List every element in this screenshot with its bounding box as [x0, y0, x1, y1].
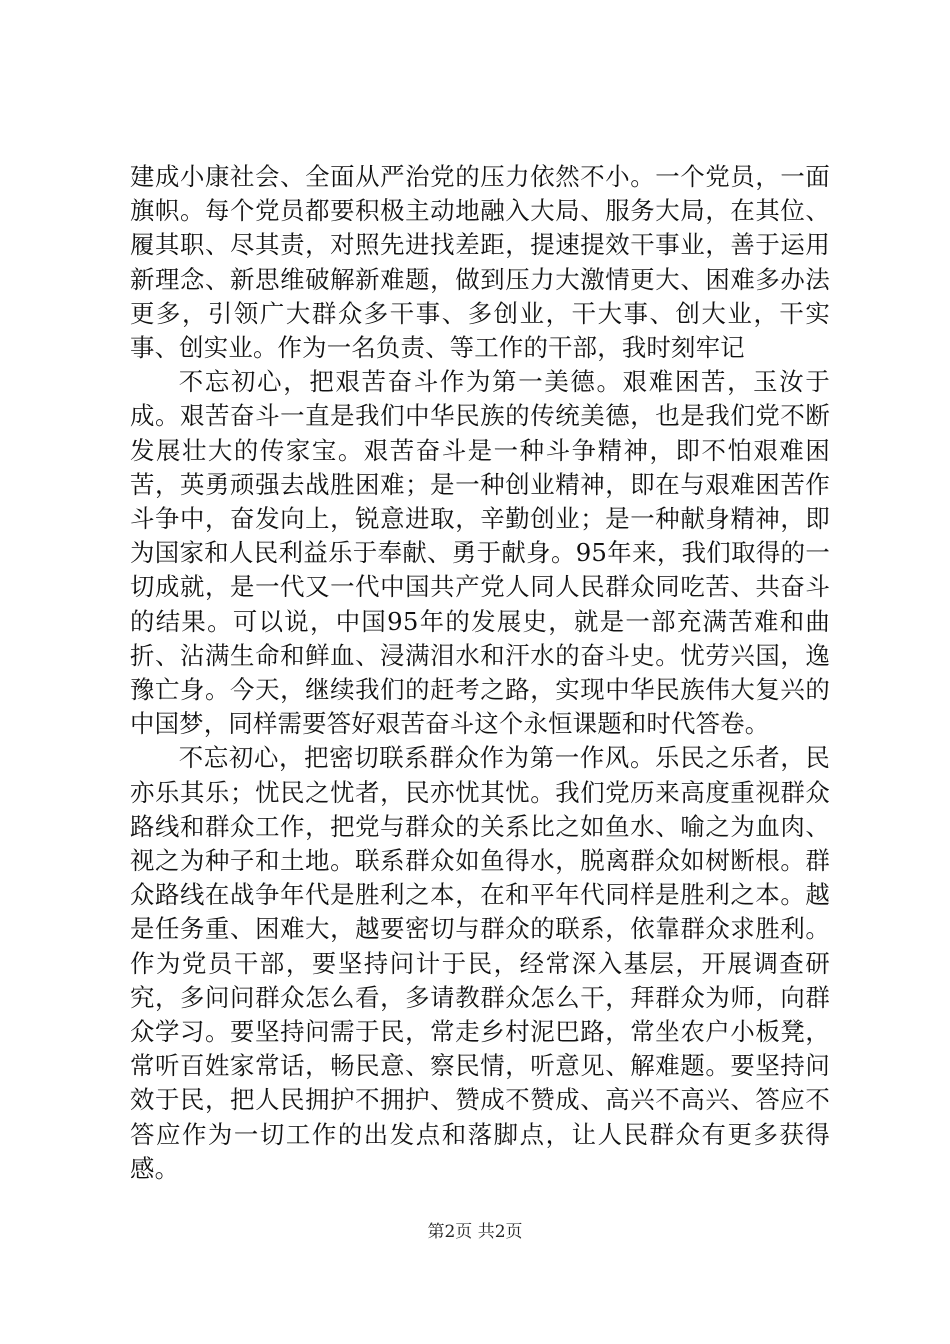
document-body — [130, 160, 830, 1186]
page-number-footer: 第2页 共2页 — [427, 1222, 523, 1242]
paragraph-3: 不忘初心，把密切联系群众作为第一作风。乐民之乐者，民亦乐其乐；忧民之忧者，民亦忧其忧。我们党历来高度重视群众路线和群众工作，把党与群众的关系比之如鱼水、喻之为血肉、视之为种子和土地。联系群众如鱼得水，脱离群众如树断根。群众路线在战争年代是胜利之本，在和平年代同样是胜利之本。越是任务重、困难大，越要密切与群众的联系，依靠群众求胜利。作为党员干部，要坚持问计于民，经常深入基层，开展调查研究，多问问群众怎么看，多请教群众怎么干，拜群众为师，向群众学习。要坚持问需于民，常走乡村泥巴路，常坐农户小板凳，常听百姓家常话，畅民意、察民情，听意见、解难题。要坚持问效于民，把人民拥护不拥护、赞成不赞成、高兴不高兴、答应不答应作为一切工作的出发点和落脚点，让人民群众有更多获得感。 — [130, 743, 830, 1183]
paragraph-2: 不忘初心，把艰苦奋斗作为第一美德。艰难困苦，玉汝于成。艰苦奋斗一直是我们中华民族的传统美德，也是我们党不断发展壮大的传家宝。艰苦奋斗是一种斗争精神，即不怕艰难困苦，英勇顽强去战胜困难；是一种创业精神，即在与艰难困苦作斗争中，奋发向上，锐意进取，辛勤创业；是一种献身精神，即为国家和人民利益乐于奉献、勇于献身。95年来，我们取得的一切成就，是一代又一代中国共产党人同人民群众同吃苦、共奋斗的结果。可以说，中国95年的发展史，就是一部充满苦难和曲折、沾满生命和鲜血、浸满泪水和汗水的奋斗史。忧劳兴国，逸豫亡身。今天，继续我们的赶考之路，实现中华民族伟大复兴的中国梦，同样需要答好艰苦奋斗这个永恒课题和时代答卷。 — [130, 367, 830, 739]
paragraph-1: 建成小康社会、全面从严治党的压力依然不小。一个党员，一面旗帜。每个党员都要积极主动地融入大局、服务大局，在其位、履其职、尽其责，对照先进找差距，提速提效干事业，善于运用新理念、新思维破解新难题，做到压力大激情更大、困难多办法更多，引领广大群众多干事、多创业，干大事、创大业，干实事、创实业。作为一名负责、等工作的干部，我时刻牢记 — [130, 162, 830, 363]
